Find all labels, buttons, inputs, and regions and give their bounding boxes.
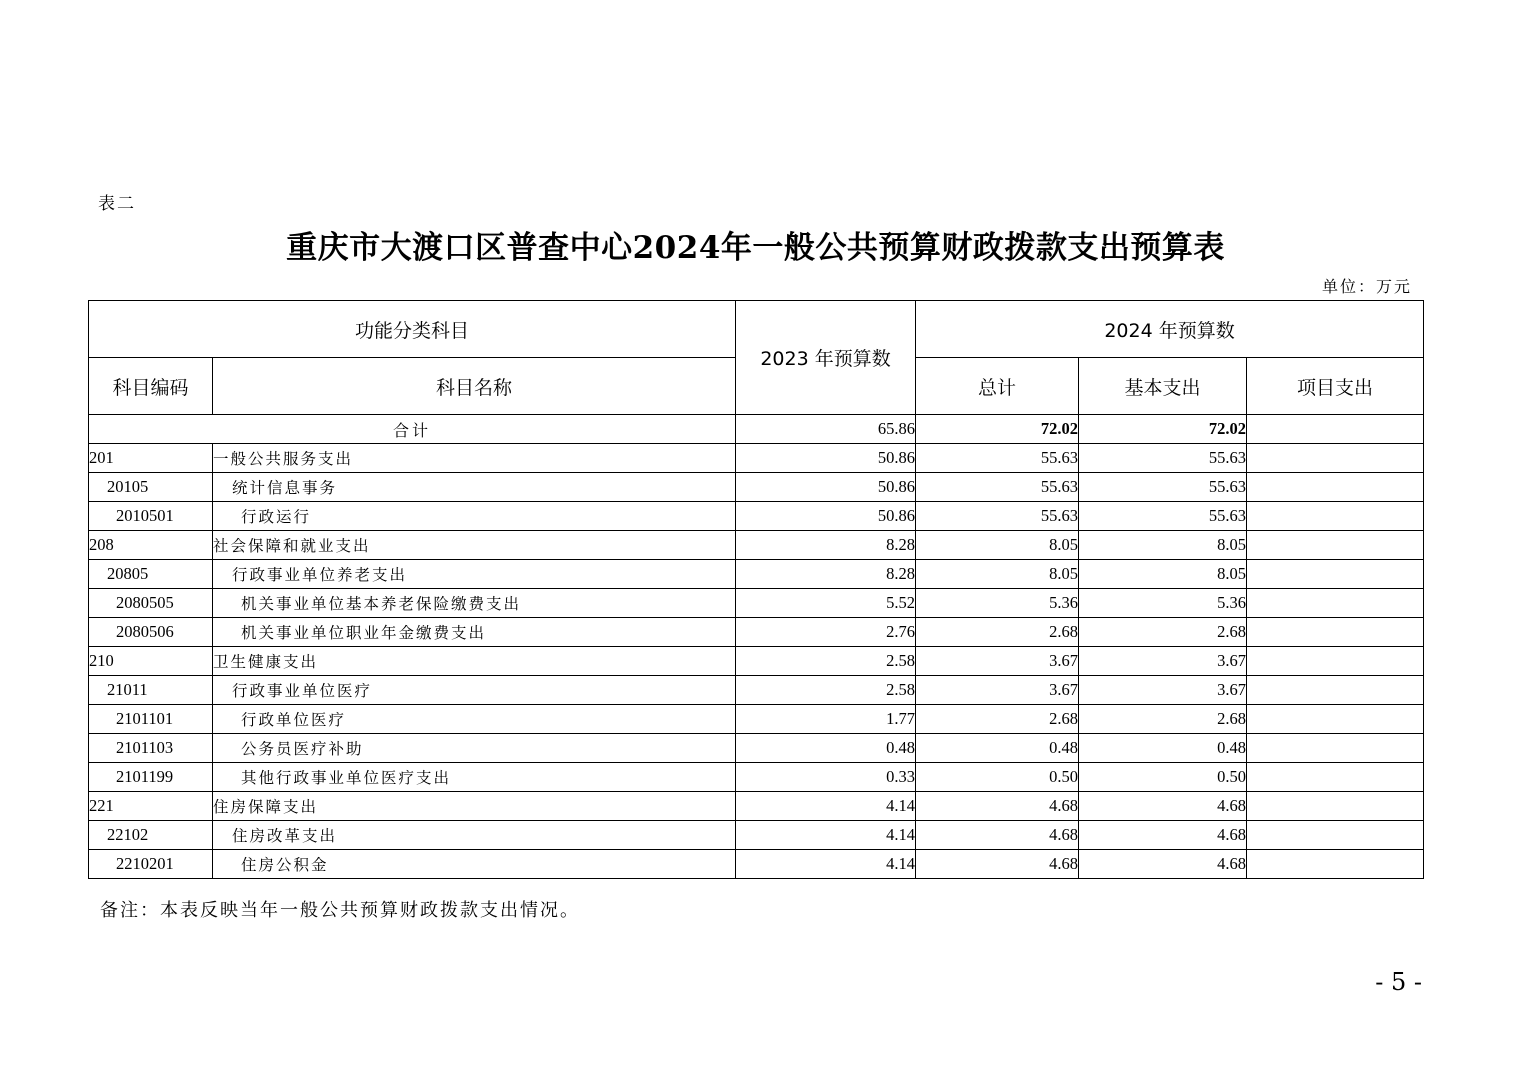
row-code: 2080505 [89,589,213,618]
row-basic: 55.63 [1079,444,1247,473]
row-budget-2023: 0.48 [736,734,916,763]
unit-label: 单位：万元 [1321,277,1412,296]
page-number: - 5 - [1375,968,1422,996]
row-total: 4.68 [916,821,1079,850]
row-budget-2023: 50.86 [736,473,916,502]
row-total: 55.63 [916,473,1079,502]
total-total: 72.02 [916,415,1079,444]
table-label: 表二 [98,194,136,214]
row-project [1247,473,1424,502]
row-basic: 55.63 [1079,502,1247,531]
row-project [1247,850,1424,879]
row-project [1247,705,1424,734]
table-row [89,473,1424,502]
total-budget-2023: 65.86 [736,415,916,444]
table-row [89,444,1424,473]
row-budget-2023: 8.28 [736,531,916,560]
row-code: 20805 [89,560,213,589]
table-row [89,560,1424,589]
header-total: 总计 [916,358,1079,415]
row-budget-2023: 4.14 [736,821,916,850]
row-total: 8.05 [916,560,1079,589]
row-name: 行政运行 [213,502,736,531]
row-code: 22102 [89,821,213,850]
table-row [89,531,1424,560]
row-budget-2023: 1.77 [736,705,916,734]
row-basic: 55.63 [1079,473,1247,502]
row-budget-2023: 50.86 [736,444,916,473]
table-body [89,415,1424,879]
row-code: 208 [89,531,213,560]
row-name: 行政事业单位医疗 [213,676,736,705]
row-budget-2023: 5.52 [736,589,916,618]
row-basic: 8.05 [1079,531,1247,560]
row-basic: 2.68 [1079,705,1247,734]
row-total: 5.36 [916,589,1079,618]
row-code: 221 [89,792,213,821]
row-basic: 2.68 [1079,618,1247,647]
header-functional-category: 功能分类科目 [89,301,736,358]
budget-table [88,300,1424,879]
row-budget-2023: 50.86 [736,502,916,531]
row-basic: 4.68 [1079,821,1247,850]
row-budget-2023: 4.14 [736,792,916,821]
row-code: 2010501 [89,502,213,531]
row-project [1247,560,1424,589]
row-name: 住房改革支出 [213,821,736,850]
row-code: 2101101 [89,705,213,734]
table-row [89,734,1424,763]
row-project [1247,821,1424,850]
total-project [1247,415,1424,444]
table-row [89,850,1424,879]
table-row [89,705,1424,734]
row-name: 公务员医疗补助 [213,734,736,763]
row-total: 0.50 [916,763,1079,792]
row-basic: 3.67 [1079,647,1247,676]
row-code: 2210201 [89,850,213,879]
row-basic: 0.50 [1079,763,1247,792]
table-row [89,792,1424,821]
row-code: 201 [89,444,213,473]
row-project [1247,444,1424,473]
row-code: 210 [89,647,213,676]
row-budget-2023: 2.58 [736,647,916,676]
table-row [89,502,1424,531]
row-name: 行政事业单位养老支出 [213,560,736,589]
row-total: 4.68 [916,792,1079,821]
row-total: 4.68 [916,850,1079,879]
row-total: 55.63 [916,502,1079,531]
table-row [89,618,1424,647]
row-code: 20105 [89,473,213,502]
row-total: 55.63 [916,444,1079,473]
row-budget-2023: 0.33 [736,763,916,792]
row-code: 2101103 [89,734,213,763]
row-total: 2.68 [916,705,1079,734]
header-name: 科目名称 [213,358,736,415]
page-title: 重庆市大渡口区普查中心2024年一般公共预算财政拨款支出预算表 [286,230,1225,266]
table-row [89,647,1424,676]
row-name: 社会保障和就业支出 [213,531,736,560]
row-total: 8.05 [916,531,1079,560]
row-basic: 3.67 [1079,676,1247,705]
header-code: 科目编码 [89,358,213,415]
row-name: 住房保障支出 [213,792,736,821]
row-budget-2023: 2.58 [736,676,916,705]
table-row [89,763,1424,792]
row-name: 统计信息事务 [213,473,736,502]
table-row [89,821,1424,850]
row-name: 住房公积金 [213,850,736,879]
row-budget-2023: 8.28 [736,560,916,589]
row-code: 2101199 [89,763,213,792]
row-project [1247,502,1424,531]
table-row [89,589,1424,618]
row-project [1247,792,1424,821]
row-total: 2.68 [916,618,1079,647]
row-project [1247,531,1424,560]
header-project: 项目支出 [1247,358,1424,415]
row-name: 机关事业单位职业年金缴费支出 [213,618,736,647]
row-name: 一般公共服务支出 [213,444,736,473]
header-budget-2024: 2024 年预算数 [916,301,1424,358]
row-basic: 0.48 [1079,734,1247,763]
row-basic: 4.68 [1079,792,1247,821]
row-code: 21011 [89,676,213,705]
row-project [1247,734,1424,763]
total-basic: 72.02 [1079,415,1247,444]
row-basic: 8.05 [1079,560,1247,589]
total-label: 合计 [89,415,736,444]
row-project [1247,589,1424,618]
header-basic: 基本支出 [1079,358,1247,415]
row-budget-2023: 4.14 [736,850,916,879]
row-name: 机关事业单位基本养老保险缴费支出 [213,589,736,618]
row-project [1247,676,1424,705]
row-code: 2080506 [89,618,213,647]
row-total: 3.67 [916,676,1079,705]
row-name: 卫生健康支出 [213,647,736,676]
row-budget-2023: 2.76 [736,618,916,647]
total-row [89,415,1424,444]
row-project [1247,647,1424,676]
row-total: 3.67 [916,647,1079,676]
row-project [1247,618,1424,647]
row-basic: 5.36 [1079,589,1247,618]
table-row [89,676,1424,705]
row-project [1247,763,1424,792]
row-total: 0.48 [916,734,1079,763]
footnote: 备注：本表反映当年一般公共预算财政拨款支出情况。 [100,900,580,921]
row-name: 行政单位医疗 [213,705,736,734]
row-name: 其他行政事业单位医疗支出 [213,763,736,792]
row-basic: 4.68 [1079,850,1247,879]
header-budget-2023: 2023 年预算数 [736,301,916,415]
